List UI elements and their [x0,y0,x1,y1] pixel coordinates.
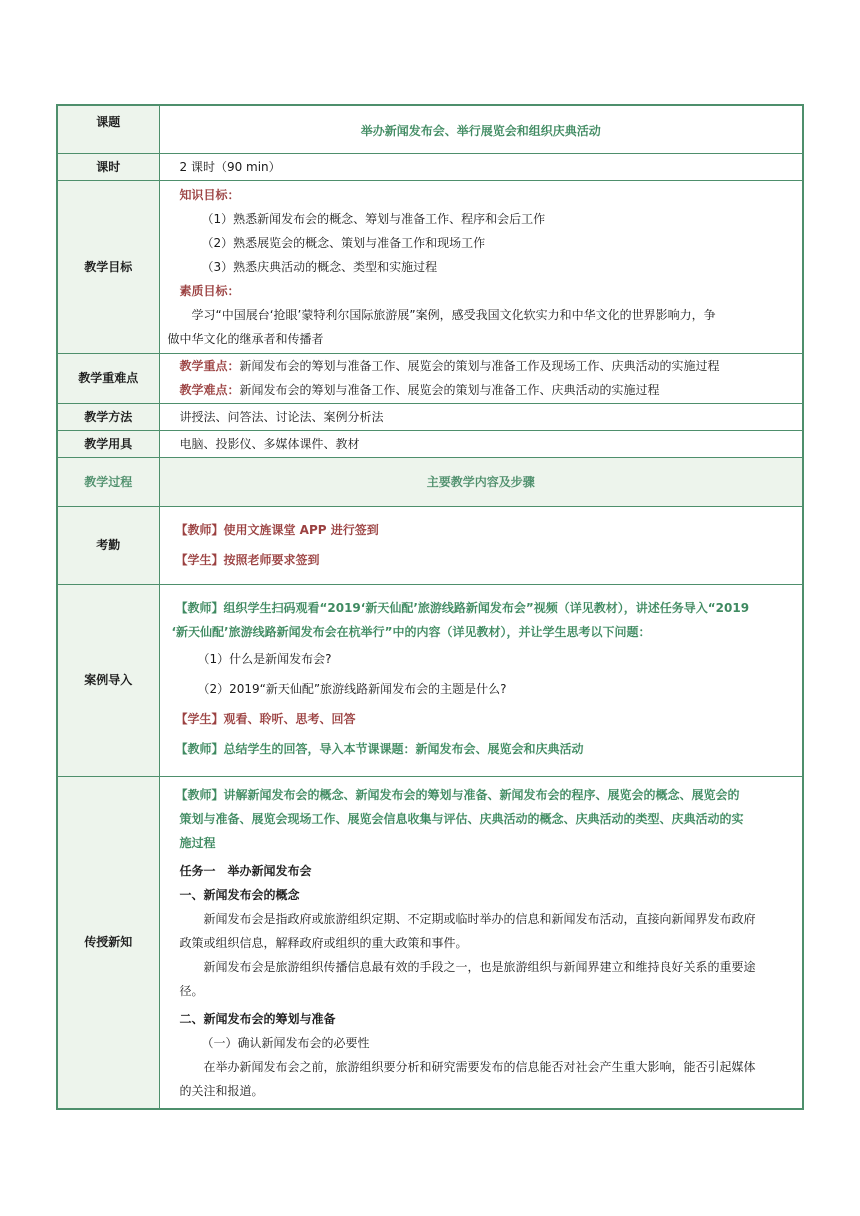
case-intro-row [57,584,803,776]
difficulty-label: 教学难点： [179,383,240,397]
topic-title: 举办新闻发布会、举行展览会和组织庆典活动 [159,105,803,153]
case-teacher-line: 【教师】组织学生扫码观看“2019‘新天仙配’旅游线路新闻发布会”视频（详见教材），讲述任务导入“2019 [175,601,750,615]
attendance-teacher: 【教师】使用文旌课堂 APP 进行签到 [175,523,379,537]
subsection-heading: （一）确认新闻发布会的必要性 [201,1035,370,1050]
attendance-student: 【学生】按照老师要求签到 [175,553,320,567]
process-header-right: 主要教学内容及步骤 [159,457,803,506]
section-heading: 二、新闻发布会的筹划与准备 [179,1011,336,1026]
topic-row [57,105,803,153]
tools-label: 教学用具 [57,430,159,457]
focus-line [180,354,797,378]
section-heading: 一、新闻发布会的概念 [179,887,300,902]
paragraph: 新闻发布会是指政府或旅游组织定期、不定期或临时举办的信息和新闻发布活动，直接向新闻界发布政府 [203,911,756,926]
paragraph-cont: 政策或组织信息，解释政府或组织的重大政策和事件。 [179,935,468,950]
new-knowledge-row [57,776,803,1109]
quality-heading: 素质目标： [179,283,240,298]
tools-row [57,430,803,457]
methods-label: 教学方法 [57,403,159,430]
focus-text: 新闻发布会的筹划与准备工作、展览会的策划与准备工作及现场工作、庆典活动的实施过程 [239,359,720,373]
objectives-row [57,180,803,353]
knowledge-teacher-line: 策划与准备、展览会现场工作、展览会信息收集与评估、庆典活动的概念、庆典活动的类型、庆典活动的实 [179,811,744,826]
difficulty-text: 新闻发布会的筹划与准备工作、展览会的策划与准备工作、庆典活动的实施过程 [239,383,660,397]
process-header-left: 教学过程 [57,457,159,506]
knowledge-item: （3）熟悉庆典活动的概念、类型和实施过程 [201,259,438,274]
objectives-label: 教学目标 [57,180,159,353]
paragraph: 新闻发布会是旅游组织传播信息最有效的手段之一，也是旅游组织与新闻界建立和维持良好关系的重要途 [203,959,756,974]
methods-value: 讲授法、问答法、讨论法、案例分析法 [159,403,803,430]
paragraph: 在举办新闻发布会之前，旅游组织要分析和研究需要发布的信息能否对社会产生重大影响，能否引起媒体 [203,1059,756,1074]
methods-row [57,403,803,430]
key-points-row [57,353,803,403]
case-intro-label: 案例导入 [57,584,159,776]
knowledge-item: （1）熟悉新闻发布会的概念、筹划与准备工作、程序和会后工作 [201,211,546,226]
knowledge-item: （2）熟悉展览会的概念、策划与准备工作和现场工作 [201,235,486,250]
quality-text-cont: 做中华文化的继承者和传播者 [167,331,324,346]
task-title: 任务一 举办新闻发布会 [179,863,312,878]
lesson-plan-table [56,104,804,1110]
attendance-row [57,506,803,584]
topic-label: 课题 [57,105,159,153]
paragraph-cont: 径。 [179,983,204,998]
knowledge-teacher-line: 【教师】讲解新闻发布会的概念、新闻发布会的筹划与准备、新闻发布会的程序、展览会的概念、展览会的 [175,787,740,802]
hours-label: 课时 [57,153,159,180]
knowledge-heading: 知识目标： [179,187,240,202]
quality-text: 学习“中国展台‘抢眼’蒙特利尔国际旅游展”案例，感受我国文化软实力和中华文化的世界影响力，争 [191,307,716,322]
tools-value: 电脑、投影仪、多媒体课件、教材 [159,430,803,457]
case-teacher-line-cont: ‘新天仙配’旅游线路新闻发布会在杭举行”中的内容（详见教材），并让学生思考以下问题： [171,625,651,639]
key-points-label: 教学重难点 [57,353,159,403]
hours-value: 2 课时（90 min） [159,153,803,180]
case-question: （1）什么是新闻发布会? [197,652,332,666]
hours-row [57,153,803,180]
case-question: （2）2019“新天仙配”旅游线路新闻发布会的主题是什么? [197,682,507,696]
attendance-label: 考勤 [57,506,159,584]
focus-label: 教学重点： [179,359,240,373]
new-knowledge-label: 传授新知 [57,776,159,1109]
difficulty-line [180,378,797,402]
case-teacher-summary: 【教师】总结学生的回答，导入本节课课题：新闻发布会、展览会和庆典活动 [175,742,584,756]
case-student: 【学生】观看、聆听、思考、回答 [175,712,356,726]
paragraph-cont: 的关注和报道。 [179,1083,264,1098]
knowledge-teacher-line: 施过程 [179,835,216,850]
process-header-row [57,457,803,506]
